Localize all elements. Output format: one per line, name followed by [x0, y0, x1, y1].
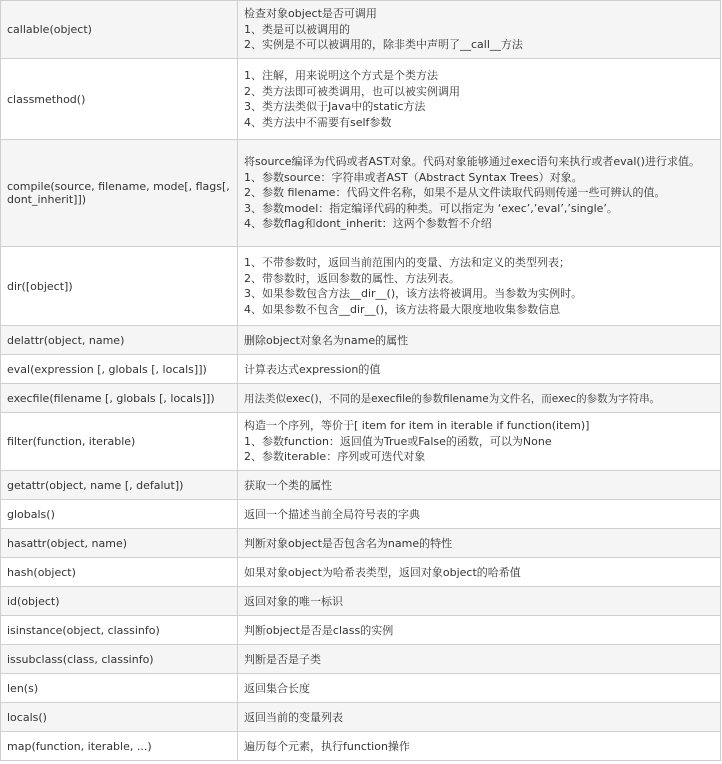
function-signature: getattr(object, name [, defalut])	[1, 471, 238, 500]
description-line: 将source编译为代码或者AST对象。代码对象能够通过exec语句来执行或者eval()进行求值。	[244, 155, 700, 169]
function-signature: locals()	[1, 703, 238, 732]
table-row	[1, 355, 721, 384]
table-row	[1, 384, 721, 413]
description-line: 2、参数 filename：代码文件名称，如果不是从文件读取代码则传递一些可辨认的值。	[244, 186, 666, 200]
function-signature: execfile(filename [, globals [, locals]])	[1, 384, 238, 413]
table-row	[1, 140, 721, 247]
function-description: 判断对象object是否包含名为name的特性	[238, 529, 721, 558]
table-row	[1, 529, 721, 558]
function-signature: filter(function, iterable)	[1, 413, 238, 471]
function-description: 返回一个描述当前全局符号表的字典	[238, 500, 721, 529]
table-row	[1, 645, 721, 674]
description-line: 3、类方法类似于Java中的static方法	[244, 100, 426, 113]
function-signature: delattr(object, name)	[1, 326, 238, 355]
function-description: 返回对象的唯一标识	[238, 587, 721, 616]
description-line: 2、类方法即可被类调用，也可以被实例调用	[244, 84, 460, 98]
table-row	[1, 326, 721, 355]
function-signature: classmethod()	[1, 59, 238, 140]
function-signature: isinstance(object, classinfo)	[1, 616, 238, 645]
function-signature: dir([object])	[1, 247, 238, 326]
function-description	[238, 413, 721, 471]
table-row	[1, 616, 721, 645]
function-signature: hasattr(object, name)	[1, 529, 238, 558]
table-row	[1, 247, 721, 326]
description-line: 4、类方法中不需要有self参数	[244, 115, 392, 129]
function-description: 计算表达式expression的值	[238, 355, 721, 384]
table-row	[1, 732, 721, 761]
function-description	[238, 247, 721, 326]
function-description	[238, 1, 721, 59]
description-line: 1、参数source：字符串或者AST（Abstract Syntax Trees）对象。	[244, 170, 583, 184]
function-description: 判断object是否是class的实例	[238, 616, 721, 645]
function-description: 获取一个类的属性	[238, 471, 721, 500]
function-description: 遍历每个元素，执行function操作	[238, 732, 721, 761]
description-line: 3、如果参数包含方法__dir__()，该方法将被调用。当参数为实例时。	[244, 287, 583, 300]
function-signature: globals()	[1, 500, 238, 529]
function-description: 返回当前的变量列表	[238, 703, 721, 732]
description-line: 1、类是可以被调用的	[244, 22, 350, 36]
function-signature: len(s)	[1, 674, 238, 703]
table-row	[1, 587, 721, 616]
description-line: 2、实例是不可以被调用的，除非类中声明了__call__方法	[244, 38, 523, 52]
table-row	[1, 674, 721, 703]
description-line: 3、参数model：指定编译代码的种类。可以指定为 ‘exec’,’eval’,’single’。	[244, 201, 618, 215]
table-row	[1, 413, 721, 471]
function-description: 判断是否是子类	[238, 645, 721, 674]
function-signature: compile(source, filename, mode[, flags[, dont_inherit]])	[1, 140, 238, 247]
function-description: 返回集合长度	[238, 674, 721, 703]
table-row	[1, 59, 721, 140]
function-description	[238, 140, 721, 247]
description-line: 2、参数iterable：序列或可迭代对象	[244, 450, 426, 464]
function-signature: hash(object)	[1, 558, 238, 587]
description-line: 1、不带参数时，返回当前范围内的变量、方法和定义的类型列表；	[244, 256, 570, 269]
description-line: 检查对象object是否可调用	[244, 7, 377, 21]
table-row	[1, 558, 721, 587]
function-signature: id(object)	[1, 587, 238, 616]
description-line: 4、如果参数不包含__dir__()，该方法将最大限度地收集参数信息	[244, 302, 561, 316]
description-line: 2、带参数时，返回参数的属性、方法列表。	[244, 271, 460, 285]
description-line: 构造一个序列，等价于[ item for item in iterable if function(item)]	[244, 419, 590, 433]
function-signature: issubclass(class, classinfo)	[1, 645, 238, 674]
function-description	[238, 59, 721, 140]
table-row	[1, 1, 721, 59]
description-line: 1、注解，用来说明这个方式是个类方法	[244, 69, 438, 82]
table-row	[1, 471, 721, 500]
table-row	[1, 703, 721, 732]
description-line: 4、参数flag和dont_inherit：这两个参数暂不介绍	[244, 217, 492, 231]
function-description: 如果对象object为哈希表类型，返回对象object的哈希值	[238, 558, 721, 587]
description-line: 1、参数function：返回值为True或False的函数，可以为None	[244, 434, 552, 448]
function-description: 用法类似exec()，不同的是execfile的参数filename为文件名，而exec的参数为字符串。	[238, 384, 721, 413]
table-row	[1, 500, 721, 529]
function-signature: callable(object)	[1, 1, 238, 59]
function-signature: eval(expression [, globals [, locals]])	[1, 355, 238, 384]
function-signature: map(function, iterable, ...)	[1, 732, 238, 761]
function-description: 删除object对象名为name的属性	[238, 326, 721, 355]
